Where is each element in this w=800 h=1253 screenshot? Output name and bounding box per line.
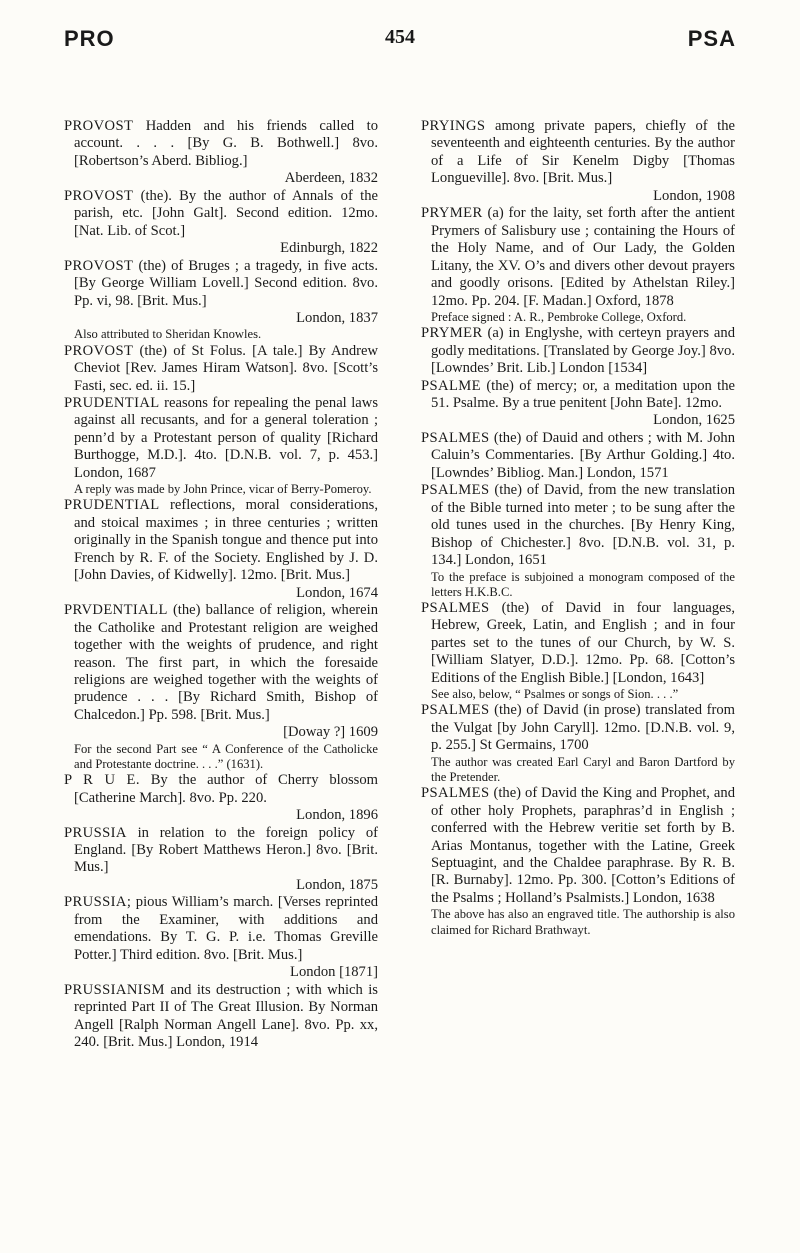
entry-note: A reply was made by John Prince, vicar of Berry-Pomeroy. — [74, 482, 372, 497]
entry-imprint: London, 1875 — [296, 876, 378, 893]
page-header — [64, 26, 736, 56]
catalog-entry — [64, 772, 378, 824]
entry-headword: PRUSSIA — [64, 824, 127, 841]
entry-imprint: Aberdeen, 1832 — [284, 170, 378, 187]
entry-description: reflections, moral considerations, and stoical maximes ; in three centuries ; written originally in the Spanish tongue and thence put into French by R. F. of the Society. Englished by J. D. [John Davies, of Kidwelly]. 12mo. [Brit. Mus.] — [74, 497, 378, 584]
catalog-entry — [64, 343, 378, 395]
catalog-entry — [421, 118, 735, 205]
entry-description: (the) ballance of religion, wherein the Catholike and Protestant religion are weighed together with the weights of prudence, and right reason. The first part, in which the foresaide religions are weighed together with the weights of prudence . . . [By Richard Smith, Bishop of Chalcedon.] Pp. 598. [Brit. Mus.] — [74, 602, 378, 723]
entry-description: (the) of David the King and Prophet, and of other holy Prophets, paraphras’d in English ; conferred with the Hebrew veritie set forth by B. Arias Montanus, together with the Latine, Greek Septuagint, and the Chaldee paraphrase. By R. B. [R. Burnaby]. 12mo. Pp. 300. [Cotton’s Editions of the Psalms ; Holland’s Psalmists.] London, 1638 — [431, 785, 735, 906]
catalog-entry — [64, 395, 378, 482]
entry-description: (the) of David in four languages, Hebrew, Greek, Latin, and English ; and in four partes set to the tunes of our Church, by W. S. [William Slatyer, D.D.]. 12mo. Pp. 68. [Cotton’s Editions of the English Bible.] [London, 1643] — [431, 599, 735, 686]
entry-description: (a) in Englyshe, with certeyn prayers and godly meditations. [Translated by George Joy.] 8vo. [Lowndes’ Brit. Lib.] London [1534] — [431, 325, 735, 377]
entry-note: For the second Part see “ A Conference of the Catholicke and Protestante doctrine. . . .” (1631). — [74, 741, 378, 772]
entry-description: and its destruction ; with which is reprinted Part II of The Great Illusion. By Norman Angell [Ralph Norman Angell Lane]. 8vo. Pp. xx, 240. [Brit. Mus.] London, 1914 — [74, 981, 378, 1051]
entry-note: Preface signed : A. R., Pembroke College, Oxford. — [431, 309, 687, 324]
entry-headword: PRUSSIANISM — [64, 981, 165, 998]
entry-note: To the preface is subjoined a monogram composed of the letters H.K.B.C. — [431, 569, 735, 599]
entry-headword: PROVOST — [64, 257, 134, 274]
entry-description: reasons for repealing the penal laws against all recusants, and for a general toleration ; penn’d by a Protestant person of quality [Richard Burthogge, M.D.]. 4to. [D.N.B. vol. 7, p. 453.] London, 1687 — [74, 395, 378, 481]
entry-note: The author was created Earl Caryl and Baron Dartford by the Pretender. — [431, 754, 735, 784]
entry-headword: PROVOST — [64, 118, 134, 134]
catalog-entry — [421, 430, 735, 482]
entry-description: among private papers, chiefly of the seventeenth and eighteenth centuries. By the author of a Life of Sir Kenelm Digby [Thomas Longueville]. 8vo. [Brit. Mus.] — [431, 118, 735, 187]
entry-headword: PRVDENTIALL — [64, 602, 168, 619]
running-head-right: PSA — [687, 26, 736, 51]
catalog-entry — [64, 188, 378, 258]
catalog-entry — [421, 378, 735, 430]
catalog-entry — [421, 600, 735, 687]
entry-headword: PRYMER — [421, 325, 483, 342]
catalog-entry — [64, 258, 378, 328]
entry-description: (the). By the author of Annals of the parish, etc. [John Galt]. Second edition. 12mo. [Nat. Lib. of Scot.] — [74, 187, 378, 239]
entry-note: The above has also an engraved title. The authorship is also claimed for Richard Brathwayt. — [431, 907, 735, 937]
entry-description: (a) for the laity, set forth after the antient Prymers of Salisbury use ; containing the Hours of the Holy Name, and of Our Lady, the Golden Litany, the XV. O’s and divers other devout prayers and goodly orisons. [Edited by Athelstan Riley.] 12mo. Pp. 204. [F. Madan.] Oxford, 1878 — [431, 205, 735, 309]
entry-imprint: [Doway ?] 1609 — [283, 724, 378, 741]
entry-description: (the) of Dauid and others ; with M. John Caluin’s Commentaries. [By Arthur Golding.] 4to. [Lowndes’ Bibliog. Man.] London, 1571 — [431, 429, 735, 481]
entry-headword: PRUDENTIAL — [64, 395, 160, 411]
entry-headword: PSALMES — [421, 702, 490, 719]
entry-imprint: London, 1908 — [653, 187, 735, 204]
catalog-entry — [421, 702, 735, 754]
right-column — [421, 118, 735, 938]
entry-note: Also attributed to Sheridan Knowles. — [74, 327, 262, 342]
entry-headword: P R U E. — [64, 772, 140, 789]
entry-description: in relation to the foreign policy of England. [By Robert Matthews Heron.] 8vo. [Brit. Mus.] — [74, 824, 378, 876]
entry-headword: PRYMER — [421, 205, 483, 222]
entry-headword: PSALME — [421, 377, 481, 394]
entry-headword: PSALMES — [421, 785, 490, 802]
running-head-left: PRO — [64, 26, 115, 51]
entry-description: (the) of St Folus. [A tale.] By Andrew Cheviot [Rev. James Hiram Watson]. 8vo. [Scott’s Fasti, sec. ed. ii. 15.] — [74, 342, 378, 394]
entry-headword: PRYINGS — [421, 118, 486, 134]
entry-description: (the) of David (in prose) translated from the Vulgat [by John Caryll]. 12mo. [D.N.B. vol. 9, p. 255.] St Germains, 1700 — [431, 702, 735, 754]
catalog-entry — [64, 118, 378, 188]
catalog-entry — [421, 325, 735, 377]
entry-headword: PSALMES — [421, 429, 490, 446]
catalog-entry — [64, 894, 378, 981]
left-column — [64, 118, 378, 1051]
catalog-entry — [64, 602, 378, 742]
entry-imprint: London, 1625 — [653, 412, 735, 429]
entry-headword: PRUSSIA; — [64, 894, 132, 911]
entry-imprint: London, 1837 — [296, 309, 378, 326]
page-number: 454 — [385, 26, 415, 48]
entry-headword: PSALMES — [421, 599, 490, 616]
entry-headword: PSALMES — [421, 482, 490, 499]
entry-description: (the) of mercy; or, a meditation upon the 51. Psalme. By a true penitent [John Bate]. 12mo. — [431, 377, 735, 411]
catalog-entry — [64, 825, 378, 895]
entry-description: (the) of David, from the new translation of the Bible turned into meter ; to be sung after the old tunes used in the churches. [By Henry King, Bishop of Chichester.] 8vo. [D.N.B. vol. 31, p. 134.] London, 1651 — [431, 482, 735, 569]
catalog-entry — [421, 482, 735, 569]
catalog-entry — [421, 205, 735, 310]
entry-headword: PRUDENTIAL — [64, 497, 160, 514]
entry-imprint: London [1871] — [290, 964, 378, 981]
catalog-entry — [421, 785, 735, 907]
entry-headword: PROVOST — [64, 342, 134, 359]
entry-imprint: London, 1674 — [296, 584, 378, 601]
entry-description: By the author of Cherry blossom [Catherine March]. 8vo. Pp. 220. — [74, 772, 378, 806]
entry-headword: PROVOST — [64, 187, 134, 204]
entry-imprint: London, 1896 — [296, 807, 378, 824]
catalog-entry — [64, 497, 378, 602]
entry-description: (the) of Bruges ; a tragedy, in five acts. [By George William Lovell.] Second edition. 8vo. Pp. vi, 98. [Brit. Mus.] — [74, 257, 378, 309]
entry-description: Hadden and his friends called to account. . . . [By G. B. Bothwell.] 8vo. [Robertson’s Aberd. Bibliog.] — [74, 118, 378, 169]
catalog-entry — [64, 982, 378, 1052]
entry-note: See also, below, “ Psalmes or songs of Sion. . . .” — [431, 687, 679, 702]
entry-description: pious William’s march. [Verses reprinted from the Examiner, with additions and emendations. By T. G. P. i.e. Thomas Greville Potter.] Third edition. 8vo. [Brit. Mus.] — [74, 894, 378, 963]
entry-imprint: Edinburgh, 1822 — [280, 240, 378, 257]
